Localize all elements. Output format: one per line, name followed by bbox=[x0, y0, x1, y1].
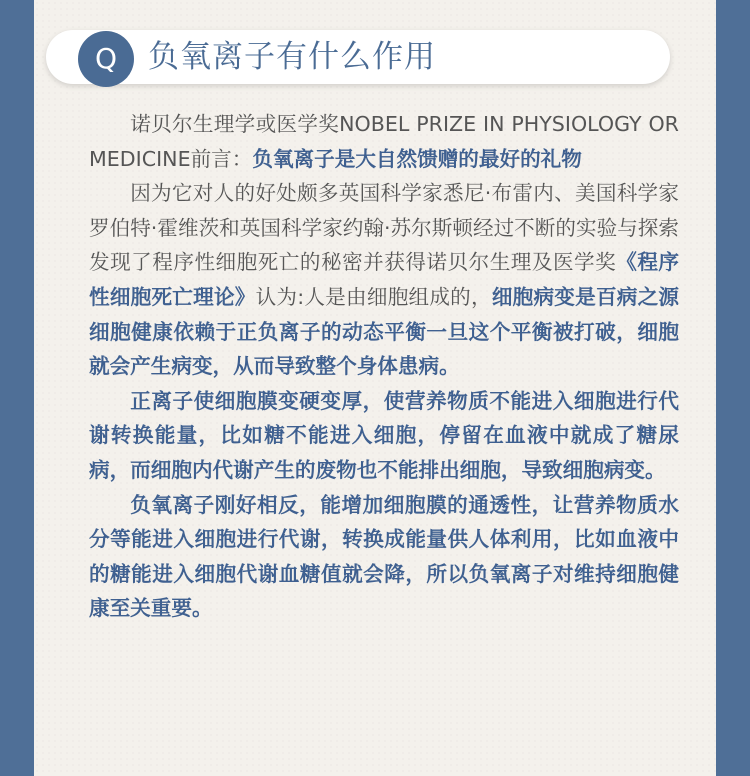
question-title: 负氧离子有什么作用 bbox=[148, 39, 436, 75]
paragraph-positive-ions: 正离子使细胞膜变硬变厚，使营养物质不能进入细胞进行代谢转换能量，比如糖不能进入细胞，停留在血液中就成了糖尿病，而细胞内代谢产生的废物也不能排出细胞，导致细胞病变。 bbox=[89, 388, 679, 482]
intro-text: 诺贝尔生理学或医学奖NOBEL PRIZE IN PHYSIOLOGY OR MEDICINE前言： bbox=[89, 112, 679, 171]
paragraph-negative-ions: 负氧离子刚好相反，能增加细胞膜的通透性，让营养物质水分等能进入细胞进行代谢，转换成能量供人体利用，比如血液中的糖能进入细胞代谢血糖值就会降，所以负氧离子对维持细胞健康至关重要。 bbox=[89, 492, 679, 621]
paragraph-nobel bbox=[89, 176, 679, 384]
nobel-text-b: 认为:人是由细胞组成的， bbox=[255, 284, 492, 309]
intro-highlight: 负氧离子是大自然馈赠的最好的礼物 bbox=[252, 146, 582, 171]
nobel-theory-title: 《程序性细胞死亡理论》 bbox=[89, 250, 680, 309]
paragraph-intro bbox=[89, 107, 679, 176]
article-body bbox=[89, 107, 679, 626]
question-q-icon: Q bbox=[78, 31, 134, 87]
nobel-text-a: 因为它对人的好处颇多英国科学家悉尼·布雷内、美国科学家罗伯特·霍维茨和英国科学家约翰·苏尔斯顿经过不断的实验与探索发现了程序性细胞死亡的秘密并获得诺贝尔生理及医学奖 bbox=[89, 181, 679, 275]
nobel-highlight: 细胞病变是百病之源细胞健康依赖于正负离子的动态平衡一旦这个平衡被打破，细胞就会产生病变，从而导致整个身体患病。 bbox=[89, 284, 680, 379]
